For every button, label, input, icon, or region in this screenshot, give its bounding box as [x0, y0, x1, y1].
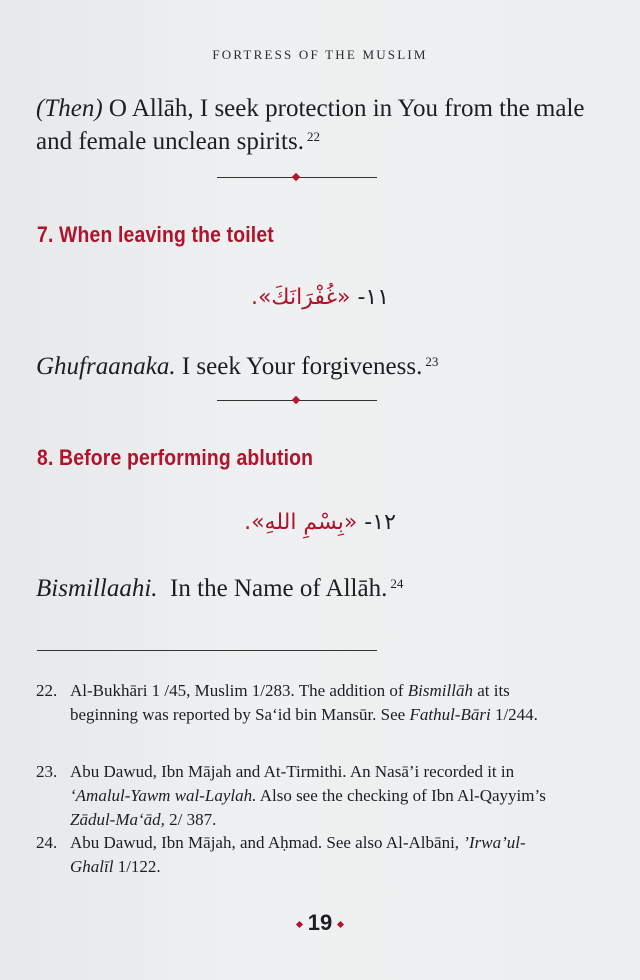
- footnote-title: Fathul-Bāri: [409, 705, 491, 724]
- transliteration: Bismillaahi.: [36, 575, 158, 602]
- footnote-text: at its beginning was reported by Sa‘id bin Mansūr. See: [70, 681, 510, 724]
- footnote-number: 22.: [36, 681, 58, 700]
- arabic-supplication-11: [0, 285, 640, 310]
- diamond-icon: [337, 921, 344, 928]
- arabic-text: «بِسْمِ اللهِ».: [244, 510, 358, 535]
- intro-paragraph: [36, 92, 596, 158]
- footnote-text: Also see the checking of Ibn Al-Qayyim’s: [256, 786, 546, 805]
- footnote-text: Abu Dawud, Ibn Mājah and At-Tirmithi. An Nasā’i recorded it in: [70, 762, 515, 781]
- footnote-ref-22: 22: [306, 128, 320, 144]
- page-number: [0, 910, 640, 936]
- footnote-title: ‘Amalul-Yawm wal-Laylah.: [70, 786, 257, 805]
- supplication-12-translation: [36, 572, 596, 605]
- footnote-24: [36, 831, 556, 879]
- footnote-text: 1/122.: [113, 857, 161, 876]
- running-head: FORTRESS OF THE MUSLIM: [212, 47, 428, 62]
- intro-italic-lead: (Then): [36, 95, 103, 122]
- arabic-number: ١٢-: [364, 510, 396, 535]
- footnote-text: Al-Bukhāri 1 /45, Muslim 1/283. The addition of: [70, 681, 408, 700]
- footnote-ref-23: 23: [425, 353, 439, 369]
- footnote-text: 1/244.: [490, 705, 538, 724]
- footnote-text: 2/ 387.: [164, 810, 217, 829]
- divider-diamond-icon: [292, 173, 300, 181]
- section-heading-7: 7. When leaving the toilet: [37, 222, 274, 247]
- section-divider: [217, 396, 377, 406]
- diamond-icon: [296, 921, 303, 928]
- translation: I seek Your forgiveness.: [175, 353, 423, 380]
- footnote-title: ’Irwa’ul-Ghalīl: [70, 833, 526, 876]
- page-number-value: 19: [307, 910, 333, 935]
- divider-diamond-icon: [292, 396, 300, 404]
- footnote-number: 24.: [36, 833, 58, 852]
- arabic-text: «غُفْرَانَكَ».: [250, 285, 351, 310]
- footnote-text: Abu Dawud, Ibn Mājah, and Aḥmad. See also Al-Albāni,: [70, 833, 464, 852]
- footnote-title: Zādul-Ma‘ād,: [70, 810, 165, 829]
- supplication-11-translation: [36, 350, 596, 383]
- footnote-ref-24: 24: [390, 575, 404, 591]
- footnote-rule: [37, 650, 377, 651]
- transliteration: Ghufraanaka.: [36, 353, 176, 380]
- translation: In the Name of Allāh.: [157, 575, 388, 602]
- arabic-supplication-12: [0, 510, 640, 535]
- section-heading-8: 8. Before performing ablution: [37, 445, 314, 470]
- section-divider: [217, 173, 377, 183]
- intro-text: O Allāh, I seek protection in You from the male and female unclean spirits.: [36, 95, 585, 155]
- footnote-23: [36, 760, 556, 832]
- footnote-number: 23.: [36, 762, 58, 781]
- footnote-22: [36, 679, 556, 727]
- footnote-title: Bismillāh: [407, 681, 473, 700]
- arabic-number: ١١-: [357, 285, 390, 310]
